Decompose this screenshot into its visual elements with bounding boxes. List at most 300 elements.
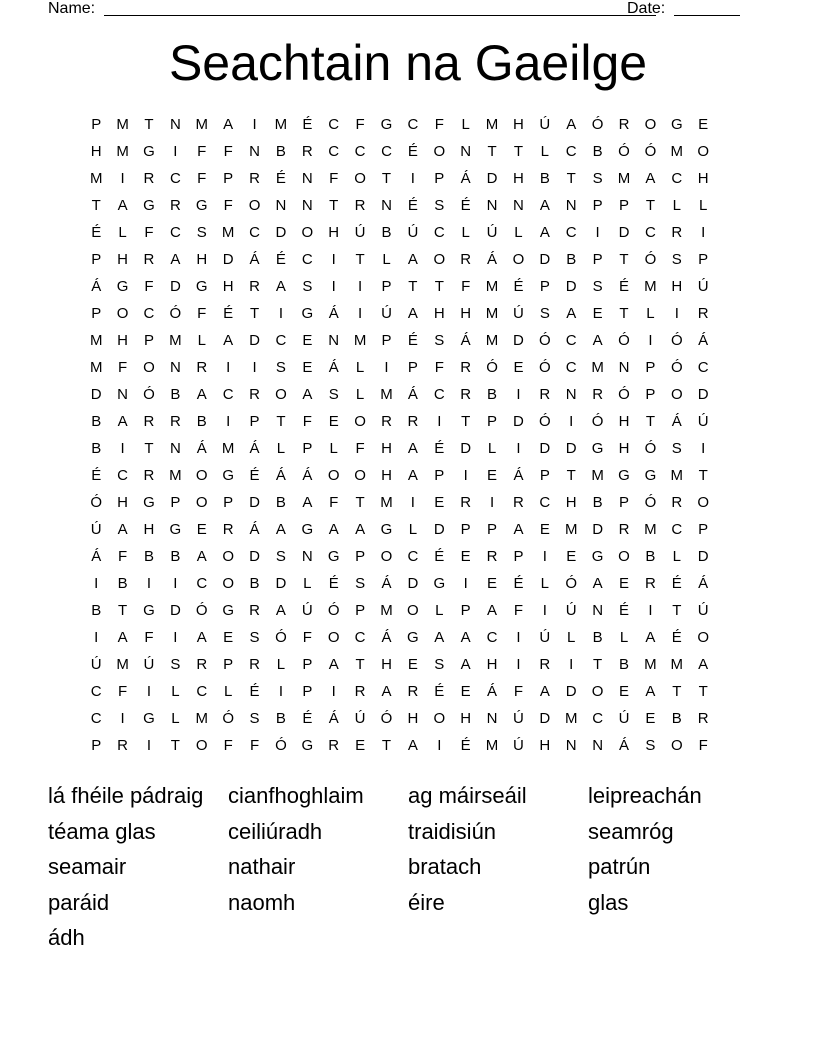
grid-letter[interactable]: I: [648, 602, 653, 619]
grid-letter[interactable]: B: [170, 548, 181, 565]
grid-letter[interactable]: Ú: [90, 656, 102, 673]
grid-letter[interactable]: I: [410, 170, 415, 187]
grid-letter[interactable]: H: [143, 521, 155, 538]
grid-letter[interactable]: S: [328, 386, 339, 403]
grid-letter[interactable]: T: [513, 143, 524, 160]
grid-letter[interactable]: L: [197, 332, 206, 349]
grid-letter[interactable]: A: [355, 521, 366, 538]
grid-letter[interactable]: P: [302, 656, 313, 673]
grid-letter[interactable]: P: [645, 386, 656, 403]
grid-letter[interactable]: Ó: [644, 143, 657, 160]
grid-letter[interactable]: P: [513, 548, 524, 565]
grid-letter[interactable]: Á: [619, 737, 630, 754]
grid-letter[interactable]: A: [407, 467, 418, 484]
grid-letter[interactable]: M: [116, 656, 129, 673]
grid-letter[interactable]: É: [460, 197, 471, 214]
grid-letter[interactable]: L: [382, 251, 391, 268]
grid-letter[interactable]: L: [276, 440, 286, 457]
grid-letter[interactable]: N: [381, 197, 392, 214]
grid-letter[interactable]: E: [487, 575, 498, 592]
grid-letter[interactable]: E: [302, 332, 313, 349]
grid-letter[interactable]: R: [460, 494, 472, 511]
grid-letter[interactable]: G: [143, 143, 155, 160]
grid-letter[interactable]: O: [407, 602, 419, 619]
grid-letter[interactable]: Á: [487, 251, 498, 268]
grid-letter[interactable]: F: [144, 224, 154, 241]
grid-letter[interactable]: H: [486, 656, 498, 673]
grid-letter[interactable]: M: [169, 332, 182, 349]
grid-letter[interactable]: D: [565, 683, 577, 700]
grid-letter[interactable]: P: [381, 332, 392, 349]
grid-letter[interactable]: P: [223, 170, 234, 187]
grid-letter[interactable]: G: [407, 629, 419, 646]
grid-letter[interactable]: H: [618, 440, 630, 457]
grid-letter[interactable]: É: [513, 278, 524, 295]
grid-letter[interactable]: É: [407, 197, 418, 214]
grid-letter[interactable]: H: [539, 737, 551, 754]
grid-letter[interactable]: I: [489, 494, 495, 511]
grid-letter[interactable]: P: [539, 278, 550, 295]
grid-letter[interactable]: E: [619, 575, 630, 592]
grid-letter[interactable]: M: [591, 359, 604, 376]
grid-letter[interactable]: M: [564, 710, 578, 727]
grid-letter[interactable]: D: [169, 278, 181, 295]
grid-letter[interactable]: M: [591, 467, 604, 484]
grid-letter[interactable]: F: [355, 440, 365, 457]
grid-letter[interactable]: Ó: [222, 710, 234, 727]
grid-letter[interactable]: O: [354, 413, 366, 430]
grid-letter[interactable]: D: [592, 521, 604, 538]
grid-letter[interactable]: G: [644, 467, 657, 484]
grid-letter[interactable]: T: [355, 251, 365, 268]
grid-letter[interactable]: G: [143, 710, 155, 727]
grid-letter[interactable]: F: [197, 170, 207, 187]
grid-letter[interactable]: Á: [91, 548, 102, 565]
grid-letter[interactable]: Ú: [486, 224, 498, 241]
grid-letter[interactable]: R: [196, 656, 208, 673]
grid-letter[interactable]: M: [485, 116, 499, 133]
grid-letter[interactable]: I: [437, 413, 442, 430]
grid-letter[interactable]: R: [618, 116, 630, 133]
grid-letter[interactable]: N: [565, 386, 577, 403]
grid-letter[interactable]: S: [355, 575, 366, 592]
grid-letter[interactable]: I: [384, 359, 389, 376]
grid-letter[interactable]: É: [249, 467, 260, 484]
grid-letter[interactable]: C: [381, 143, 392, 160]
grid-letter[interactable]: C: [328, 143, 340, 160]
grid-letter[interactable]: M: [670, 467, 684, 484]
grid-letter[interactable]: I: [226, 413, 231, 430]
grid-letter[interactable]: P: [619, 197, 630, 214]
grid-letter[interactable]: M: [89, 359, 103, 376]
grid-letter[interactable]: F: [197, 305, 207, 322]
grid-letter[interactable]: M: [564, 521, 578, 538]
grid-letter[interactable]: F: [144, 278, 154, 295]
grid-letter[interactable]: E: [302, 359, 313, 376]
grid-letter[interactable]: C: [301, 251, 313, 268]
grid-letter[interactable]: A: [539, 683, 550, 700]
grid-letter[interactable]: O: [327, 467, 340, 484]
grid-letter[interactable]: A: [407, 251, 418, 268]
grid-letter[interactable]: H: [117, 251, 128, 268]
grid-letter[interactable]: O: [354, 170, 366, 187]
grid-letter[interactable]: E: [539, 521, 550, 538]
grid-letter[interactable]: É: [619, 278, 630, 295]
grid-letter[interactable]: L: [355, 386, 365, 403]
grid-letter[interactable]: R: [328, 737, 340, 754]
grid-letter[interactable]: S: [592, 278, 603, 295]
grid-letter[interactable]: C: [354, 629, 366, 646]
grid-letter[interactable]: O: [301, 224, 314, 241]
grid-letter[interactable]: E: [434, 494, 445, 511]
grid-letter[interactable]: R: [460, 251, 472, 268]
grid-letter[interactable]: É: [302, 710, 313, 727]
grid-letter[interactable]: R: [143, 467, 155, 484]
grid-letter[interactable]: N: [460, 143, 472, 160]
grid-letter[interactable]: M: [169, 467, 182, 484]
grid-letter[interactable]: C: [249, 224, 260, 241]
grid-letter[interactable]: P: [434, 170, 445, 187]
grid-letter[interactable]: N: [592, 737, 604, 754]
grid-letter[interactable]: C: [697, 359, 709, 376]
grid-letter[interactable]: M: [221, 224, 235, 241]
grid-letter[interactable]: Ó: [618, 143, 630, 160]
grid-letter[interactable]: Ú: [381, 305, 392, 322]
grid-letter[interactable]: C: [671, 521, 683, 538]
grid-letter[interactable]: B: [275, 494, 286, 511]
grid-letter[interactable]: O: [195, 494, 208, 511]
grid-letter[interactable]: S: [275, 359, 286, 376]
grid-letter[interactable]: Á: [302, 467, 313, 484]
grid-letter[interactable]: E: [460, 683, 471, 700]
grid-letter[interactable]: N: [513, 197, 524, 214]
grid-letter[interactable]: P: [592, 251, 603, 268]
grid-letter[interactable]: T: [487, 143, 497, 160]
grid-letter[interactable]: N: [301, 170, 313, 187]
grid-letter[interactable]: R: [618, 521, 630, 538]
grid-letter[interactable]: C: [196, 683, 208, 700]
grid-letter[interactable]: C: [117, 467, 128, 484]
grid-letter[interactable]: O: [327, 629, 340, 646]
grid-letter[interactable]: I: [331, 251, 336, 268]
grid-letter[interactable]: D: [539, 710, 551, 727]
grid-letter[interactable]: A: [196, 548, 207, 565]
grid-letter[interactable]: I: [120, 440, 125, 457]
grid-letter[interactable]: E: [487, 467, 498, 484]
grid-letter[interactable]: L: [276, 656, 286, 673]
grid-letter[interactable]: S: [434, 332, 445, 349]
grid-letter[interactable]: I: [516, 656, 521, 673]
grid-letter[interactable]: Á: [381, 629, 392, 646]
grid-letter[interactable]: M: [195, 710, 208, 727]
grid-letter[interactable]: Ú: [407, 224, 419, 241]
grid-letter[interactable]: H: [328, 224, 340, 241]
grid-letter[interactable]: I: [463, 467, 468, 484]
grid-letter[interactable]: C: [565, 143, 577, 160]
grid-letter[interactable]: B: [275, 710, 286, 727]
grid-letter[interactable]: T: [408, 278, 418, 295]
grid-letter[interactable]: N: [301, 548, 313, 565]
grid-letter[interactable]: L: [540, 575, 549, 592]
grid-letter[interactable]: A: [407, 440, 418, 457]
grid-letter[interactable]: F: [434, 359, 444, 376]
grid-letter[interactable]: R: [644, 575, 656, 592]
grid-letter[interactable]: É: [249, 683, 260, 700]
grid-letter[interactable]: M: [670, 143, 684, 160]
grid-letter[interactable]: P: [223, 494, 234, 511]
grid-letter[interactable]: A: [117, 197, 128, 214]
grid-letter[interactable]: D: [275, 575, 287, 592]
grid-letter[interactable]: A: [328, 656, 339, 673]
grid-letter[interactable]: Ú: [301, 602, 313, 619]
grid-letter[interactable]: T: [619, 251, 629, 268]
grid-letter[interactable]: N: [169, 359, 181, 376]
grid-letter[interactable]: C: [565, 359, 577, 376]
grid-letter[interactable]: C: [644, 224, 656, 241]
grid-letter[interactable]: C: [407, 548, 419, 565]
grid-letter[interactable]: F: [144, 629, 154, 646]
grid-letter[interactable]: S: [645, 737, 656, 754]
grid-letter[interactable]: T: [672, 683, 682, 700]
grid-letter[interactable]: Ú: [90, 521, 102, 538]
grid-letter[interactable]: I: [173, 629, 178, 646]
grid-letter[interactable]: I: [120, 170, 125, 187]
grid-letter[interactable]: P: [381, 278, 392, 295]
grid-letter[interactable]: I: [463, 575, 468, 592]
grid-letter[interactable]: C: [433, 386, 445, 403]
grid-letter[interactable]: B: [249, 575, 260, 592]
grid-letter[interactable]: I: [120, 710, 125, 727]
grid-letter[interactable]: R: [460, 359, 472, 376]
grid-letter[interactable]: Á: [328, 305, 339, 322]
grid-letter[interactable]: M: [485, 737, 499, 754]
grid-letter[interactable]: Á: [91, 278, 102, 295]
grid-letter[interactable]: G: [116, 278, 129, 295]
grid-letter[interactable]: C: [486, 629, 498, 646]
grid-letter[interactable]: C: [90, 710, 102, 727]
name-blank-line[interactable]: [104, 15, 656, 16]
grid-letter[interactable]: Á: [249, 251, 260, 268]
grid-letter[interactable]: C: [196, 575, 208, 592]
grid-letter[interactable]: R: [697, 710, 709, 727]
grid-letter[interactable]: P: [698, 521, 709, 538]
grid-letter[interactable]: L: [223, 683, 233, 700]
grid-letter[interactable]: B: [143, 548, 154, 565]
grid-letter[interactable]: C: [328, 116, 340, 133]
grid-letter[interactable]: R: [143, 413, 155, 430]
grid-letter[interactable]: A: [592, 332, 603, 349]
grid-letter[interactable]: Á: [249, 440, 260, 457]
grid-letter[interactable]: C: [169, 224, 181, 241]
grid-letter[interactable]: Ó: [539, 359, 551, 376]
grid-letter[interactable]: B: [381, 224, 392, 241]
grid-letter[interactable]: T: [170, 737, 180, 754]
grid-letter[interactable]: F: [302, 413, 312, 430]
grid-letter[interactable]: D: [486, 170, 498, 187]
grid-letter[interactable]: G: [222, 602, 234, 619]
grid-letter[interactable]: R: [407, 413, 419, 430]
grid-letter[interactable]: D: [539, 440, 551, 457]
grid-letter[interactable]: E: [460, 548, 471, 565]
grid-letter[interactable]: D: [433, 521, 445, 538]
grid-letter[interactable]: Ó: [143, 386, 155, 403]
grid-letter[interactable]: S: [302, 278, 313, 295]
grid-letter[interactable]: A: [698, 656, 709, 673]
grid-letter[interactable]: F: [434, 116, 444, 133]
grid-letter[interactable]: M: [485, 278, 499, 295]
grid-letter[interactable]: S: [196, 224, 207, 241]
grid-letter[interactable]: R: [460, 386, 472, 403]
grid-letter[interactable]: O: [195, 737, 208, 754]
grid-letter[interactable]: R: [169, 413, 181, 430]
grid-letter[interactable]: P: [355, 602, 366, 619]
grid-letter[interactable]: B: [539, 170, 550, 187]
grid-letter[interactable]: B: [619, 656, 630, 673]
grid-letter[interactable]: M: [195, 116, 208, 133]
grid-letter[interactable]: L: [461, 224, 470, 241]
grid-letter[interactable]: D: [513, 332, 524, 349]
grid-letter[interactable]: Ú: [697, 413, 709, 430]
grid-letter[interactable]: I: [331, 278, 336, 295]
grid-letter[interactable]: E: [566, 548, 577, 565]
grid-letter[interactable]: G: [591, 548, 604, 565]
grid-letter[interactable]: O: [116, 305, 129, 322]
grid-letter[interactable]: F: [513, 683, 524, 700]
grid-letter[interactable]: S: [170, 656, 181, 673]
grid-letter[interactable]: A: [275, 602, 286, 619]
grid-letter[interactable]: É: [302, 116, 313, 133]
grid-letter[interactable]: F: [118, 548, 128, 565]
grid-letter[interactable]: F: [197, 143, 207, 160]
grid-letter[interactable]: R: [249, 386, 260, 403]
grid-letter[interactable]: H: [513, 116, 524, 133]
grid-letter[interactable]: O: [644, 116, 657, 133]
grid-letter[interactable]: R: [671, 224, 683, 241]
grid-letter[interactable]: Ó: [591, 413, 604, 430]
grid-letter[interactable]: L: [171, 710, 180, 727]
grid-letter[interactable]: É: [671, 629, 682, 646]
grid-letter[interactable]: Ú: [539, 629, 551, 646]
grid-letter[interactable]: É: [407, 332, 418, 349]
grid-letter[interactable]: É: [91, 224, 102, 241]
grid-letter[interactable]: O: [354, 467, 366, 484]
grid-letter[interactable]: T: [144, 116, 154, 133]
grid-letter[interactable]: I: [542, 602, 547, 619]
grid-letter[interactable]: D: [90, 386, 102, 403]
grid-letter[interactable]: I: [542, 548, 547, 565]
grid-letter[interactable]: G: [301, 521, 314, 538]
grid-letter[interactable]: R: [592, 386, 604, 403]
grid-letter[interactable]: Ú: [354, 224, 366, 241]
grid-letter[interactable]: P: [434, 467, 445, 484]
grid-letter[interactable]: Ú: [513, 305, 524, 322]
grid-letter[interactable]: D: [697, 386, 709, 403]
grid-letter[interactable]: F: [329, 170, 339, 187]
grid-letter[interactable]: I: [701, 440, 706, 457]
grid-letter[interactable]: O: [670, 386, 683, 403]
grid-letter[interactable]: R: [249, 602, 260, 619]
grid-letter[interactable]: C: [354, 143, 366, 160]
grid-letter[interactable]: G: [380, 521, 393, 538]
grid-letter[interactable]: F: [223, 737, 233, 754]
grid-letter[interactable]: P: [487, 521, 498, 538]
grid-letter[interactable]: O: [222, 575, 234, 592]
grid-letter[interactable]: D: [169, 602, 181, 619]
grid-letter[interactable]: Á: [328, 710, 339, 727]
grid-letter[interactable]: F: [698, 737, 708, 754]
grid-letter[interactable]: T: [118, 602, 128, 619]
grid-letter[interactable]: Ó: [169, 305, 182, 322]
grid-letter[interactable]: É: [275, 251, 286, 268]
grid-letter[interactable]: F: [118, 359, 128, 376]
grid-letter[interactable]: P: [698, 251, 709, 268]
grid-letter[interactable]: G: [301, 305, 314, 322]
grid-letter[interactable]: P: [170, 494, 181, 511]
grid-letter[interactable]: T: [619, 305, 629, 322]
grid-letter[interactable]: I: [437, 737, 442, 754]
grid-letter[interactable]: É: [619, 602, 630, 619]
grid-letter[interactable]: O: [433, 251, 446, 268]
grid-letter[interactable]: N: [169, 116, 181, 133]
grid-letter[interactable]: A: [592, 575, 603, 592]
grid-letter[interactable]: D: [565, 278, 577, 295]
grid-letter[interactable]: Á: [487, 683, 498, 700]
grid-letter[interactable]: M: [116, 143, 129, 160]
grid-letter[interactable]: D: [249, 332, 260, 349]
grid-letter[interactable]: A: [645, 683, 656, 700]
grid-letter[interactable]: B: [91, 413, 102, 430]
grid-letter[interactable]: S: [671, 440, 682, 457]
grid-letter[interactable]: H: [117, 332, 128, 349]
grid-letter[interactable]: N: [486, 710, 498, 727]
grid-letter[interactable]: A: [117, 629, 128, 646]
grid-letter[interactable]: H: [697, 170, 709, 187]
grid-letter[interactable]: H: [381, 656, 392, 673]
grid-letter[interactable]: D: [697, 548, 709, 565]
grid-letter[interactable]: D: [565, 440, 577, 457]
grid-letter[interactable]: A: [460, 656, 471, 673]
grid-letter[interactable]: O: [380, 548, 393, 565]
grid-letter[interactable]: Á: [407, 386, 418, 403]
grid-letter[interactable]: H: [196, 251, 208, 268]
grid-letter[interactable]: T: [434, 278, 444, 295]
grid-letter[interactable]: M: [89, 170, 103, 187]
grid-letter[interactable]: P: [91, 305, 102, 322]
grid-letter[interactable]: M: [644, 521, 657, 538]
grid-letter[interactable]: H: [407, 710, 419, 727]
grid-letter[interactable]: I: [226, 359, 231, 376]
grid-letter[interactable]: Á: [698, 332, 709, 349]
grid-letter[interactable]: G: [327, 548, 340, 565]
grid-letter[interactable]: Ó: [618, 332, 630, 349]
grid-letter[interactable]: Ó: [670, 332, 683, 349]
grid-letter[interactable]: G: [195, 278, 208, 295]
grid-letter[interactable]: I: [358, 305, 363, 322]
grid-letter[interactable]: A: [117, 521, 128, 538]
grid-letter[interactable]: R: [539, 656, 551, 673]
date-blank-line[interactable]: [674, 15, 740, 16]
grid-letter[interactable]: O: [275, 386, 287, 403]
grid-letter[interactable]: L: [303, 575, 312, 592]
grid-letter[interactable]: M: [380, 494, 393, 511]
grid-letter[interactable]: R: [249, 278, 260, 295]
grid-letter[interactable]: Ú: [697, 278, 709, 295]
grid-letter[interactable]: Ó: [644, 440, 657, 457]
grid-letter[interactable]: T: [698, 683, 708, 700]
grid-letter[interactable]: P: [302, 440, 313, 457]
grid-letter[interactable]: Ú: [618, 710, 630, 727]
grid-letter[interactable]: C: [143, 305, 155, 322]
